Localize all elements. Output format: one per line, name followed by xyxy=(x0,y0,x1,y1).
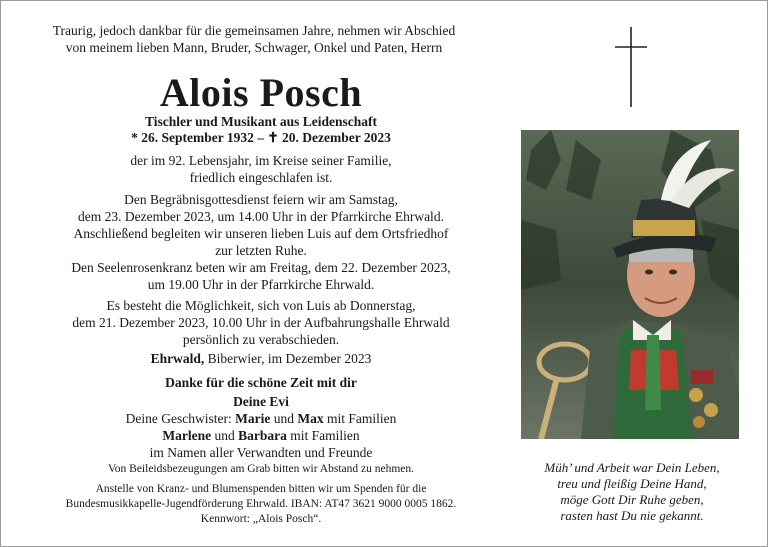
mourner-text: und xyxy=(211,428,239,443)
paragraph-line: Den Begräbnisgottesdienst feiern wir am Samstag, xyxy=(124,192,398,207)
paragraph-line: Den Seelenrosenkranz beten wir am Freitag, dem 22. Dezember 2023, xyxy=(71,260,451,275)
donation-note xyxy=(1,482,521,527)
paragraph-line: der im 92. Lebensjahr, im Kreise seiner Familie, xyxy=(130,153,392,168)
paragraph-line: persönlich zu verabschieden. xyxy=(182,332,340,347)
mourner-name: Marlene xyxy=(162,428,212,443)
life-dates: * 26. September 1932 – ✝ 20. Dezember 2023 xyxy=(131,130,391,145)
paragraph-line: zur letzten Ruhe. xyxy=(215,243,307,258)
passing-paragraph xyxy=(1,152,521,186)
mourner-wife: Deine Evi xyxy=(233,394,289,409)
portrait-illustration xyxy=(521,130,739,439)
poem-line: treu und fleißig Deine Hand, xyxy=(557,476,707,491)
condolence-note: Von Beileidsbezeugungen am Grab bitten wir Abstand zu nehmen. xyxy=(107,463,415,475)
mourner-text: und xyxy=(270,411,298,426)
place-rest: Biberwier, im Dezember 2023 xyxy=(204,351,372,366)
mourners-block xyxy=(1,393,521,461)
mourner-text: mit Familien xyxy=(323,411,397,426)
funeral-paragraph xyxy=(1,191,521,259)
mourner-name: Barbara xyxy=(238,428,287,443)
paragraph-line: Es besteht die Möglichkeit, sich von Luis ab Donnerstag, xyxy=(106,298,416,313)
place-town: Ehrwald, xyxy=(150,351,205,366)
portrait-photo xyxy=(521,130,739,439)
mourner-text: Deine Geschwister: xyxy=(125,411,236,426)
mourner-line xyxy=(1,410,521,427)
paragraph-line: dem 21. Dezember 2023, 10.00 Uhr in der Aufbahrungshalle Ehrwald xyxy=(72,315,450,330)
mourner-name: Max xyxy=(297,411,324,426)
mourner-name: Marie xyxy=(235,411,271,426)
place-date xyxy=(1,350,521,367)
mourner-line xyxy=(1,427,521,444)
cross-icon xyxy=(613,27,649,107)
donation-line: Kennwort: „Alois Posch“. xyxy=(200,513,322,525)
intro-line: von meinem lieben Mann, Bruder, Schwager, Onkel und Paten, Herrn xyxy=(65,40,443,55)
intro-text xyxy=(1,22,507,56)
poem-line: rasten hast Du nie gekannt. xyxy=(560,508,704,523)
poem-line: möge Gott Dir Ruhe geben, xyxy=(560,492,704,507)
rosary-paragraph xyxy=(1,259,521,293)
poem-verse xyxy=(521,460,743,524)
paragraph-line: friedlich eingeschlafen ist. xyxy=(189,170,333,185)
poem-line: Müh’ und Arbeit war Dein Leben, xyxy=(544,460,720,475)
thanks-line: Danke für die schöne Zeit mit dir xyxy=(165,375,357,390)
donation-line: Anstelle von Kranz- und Blumenspenden bitten wir um Spenden für die xyxy=(95,483,427,495)
mourner-text: mit Familien xyxy=(286,428,360,443)
intro-line: Traurig, jedoch dankbar für die gemeinsamen Jahre, nehmen wir Abschied xyxy=(52,23,456,38)
deceased-name: Alois Posch xyxy=(159,70,363,115)
paragraph-line: dem 23. Dezember 2023, um 14.00 Uhr in der Pfarrkirche Ehrwald. xyxy=(78,209,444,224)
paragraph-line: um 19.00 Uhr in der Pfarrkirche Ehrwald. xyxy=(147,277,375,292)
paragraph-line: Anschließend begleiten wir unseren lieben Luis auf dem Ortsfriedhof xyxy=(73,226,449,241)
donation-line: Bundesmusikkapelle-Jugendförderung Ehrwald. IBAN: AT47 3621 9000 0005 1862. xyxy=(65,498,457,510)
mourner-line: im Namen aller Verwandten und Freunde xyxy=(149,445,373,460)
deceased-role: Tischler und Musikant aus Leidenschaft xyxy=(144,114,378,129)
farewell-paragraph xyxy=(1,297,521,348)
